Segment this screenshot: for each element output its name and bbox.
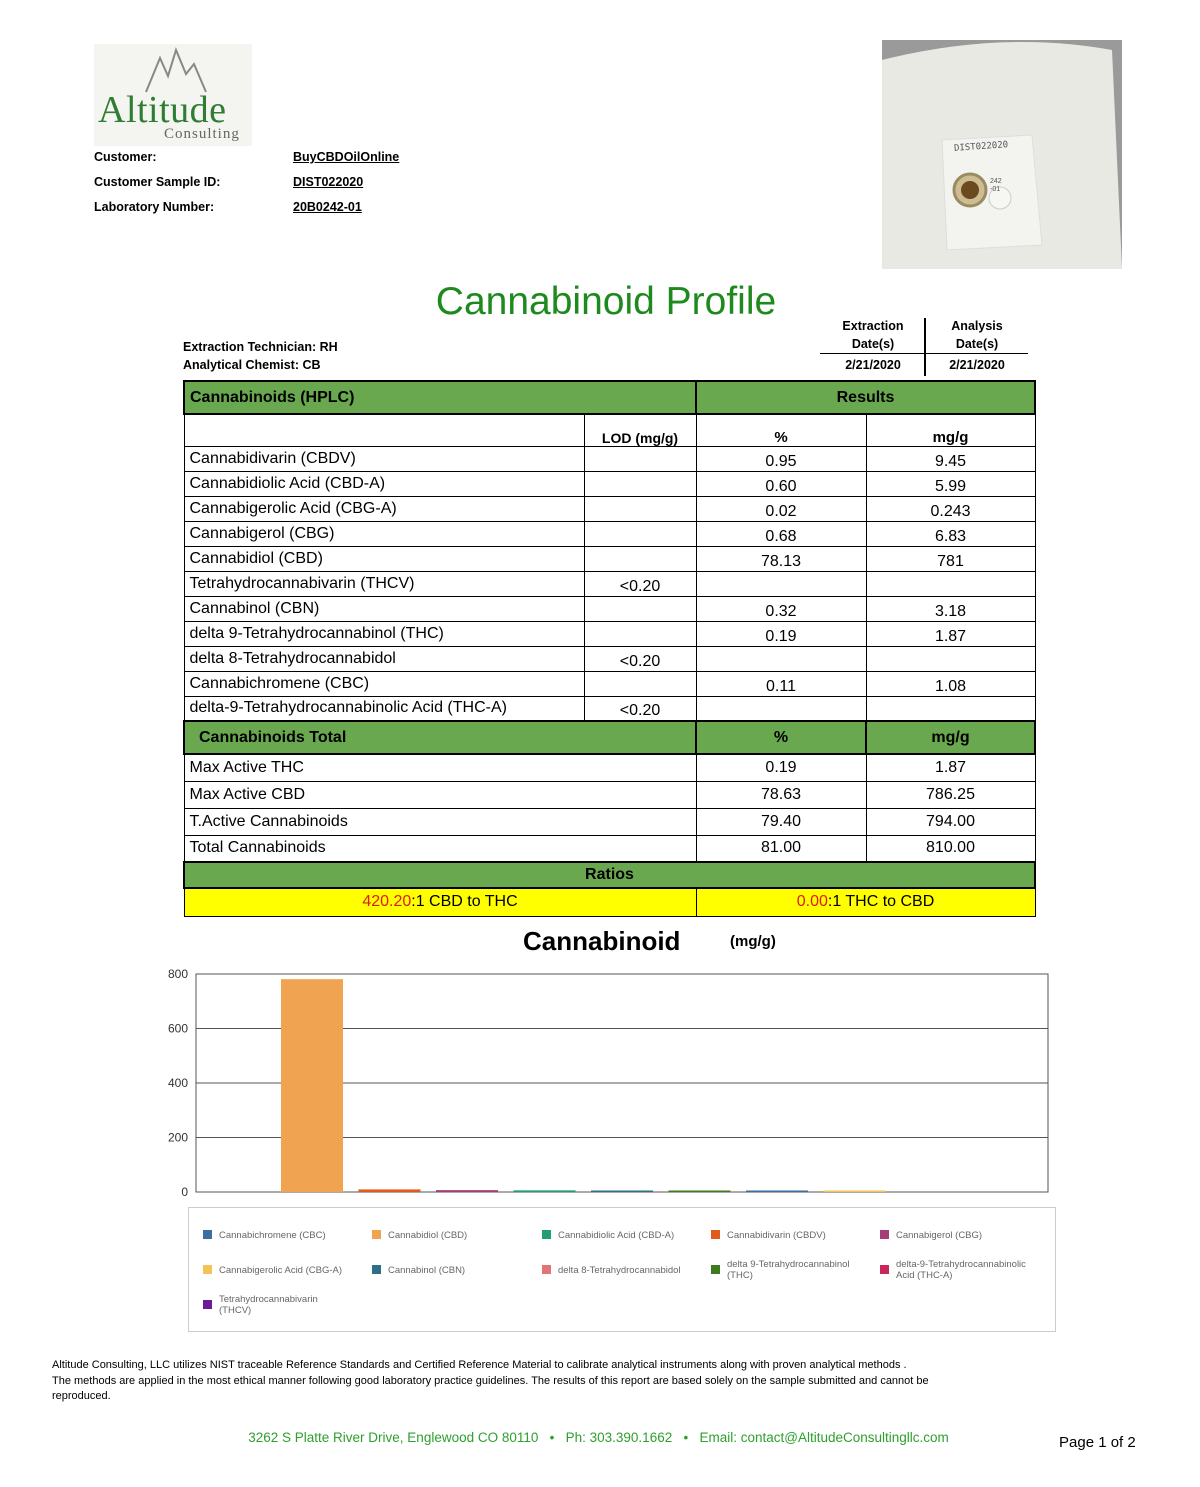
customer-label: Customer: — [94, 150, 157, 164]
chart-title: Cannabinoid — [523, 926, 681, 956]
table-row — [184, 446, 1035, 471]
y-tick-label: 800 — [167, 967, 188, 981]
disclaimer-line2: The methods are applied in the most ethical manner following good laboratory practice guidelines. The results of this report are based solely on the sample submitted and cannot be — [52, 1374, 929, 1387]
table-row — [184, 621, 1035, 646]
disclaimer-line3: reproduced. — [52, 1390, 111, 1402]
legend-label-thcv-line1: Tetrahydrocannabivarin — [219, 1294, 318, 1305]
percent-value — [696, 646, 866, 671]
compound-name: Cannabinol (CBN) — [184, 596, 584, 621]
thc-cbd-ratio-value: 0.00 — [796, 893, 828, 911]
page-number: Page 1 of 2 — [1059, 1434, 1136, 1451]
bar-cannabigerolic-acid-cbg-a — [824, 1191, 886, 1193]
totals-percent-header: % — [696, 721, 866, 754]
cannabinoids-hplc-header: Cannabinoids (HPLC) — [184, 381, 696, 414]
y-tick-label: 200 — [167, 1130, 188, 1145]
legend-swatch-cbd — [372, 1230, 381, 1239]
compound-name: delta 8-Tetrahydrocannabidol — [184, 646, 584, 671]
mgg-value: 9.45 — [866, 446, 1035, 471]
lod-value — [584, 596, 696, 621]
legend-swatch-thca — [880, 1265, 889, 1274]
cbd-thc-ratio — [184, 888, 696, 916]
sample-photo — [882, 40, 1122, 269]
table-row — [184, 571, 1035, 596]
percent-value: 0.60 — [696, 471, 866, 496]
dates-rule — [820, 353, 1028, 354]
logo-wordmark: Altitude — [98, 89, 227, 131]
thc-cbd-ratio-text: :1 THC to CBD — [827, 893, 935, 911]
totals-row — [184, 808, 1035, 835]
bar-cannabidiolic-acid-cbd-a — [514, 1190, 576, 1192]
footer-contact: 3262 S Platte River Drive, Englewood CO 80110 • Ph: 303.390.1662 • Email: contact@AltitudeConsultingllc.com — [248, 1430, 949, 1445]
mgg-value: 5.99 — [866, 471, 1035, 496]
disclaimer-line1: Altitude Consulting, LLC utilizes NIST traceable Reference Standards and Certified Reference Material to calibrate analytical instruments along with proven analytical methods . — [52, 1359, 907, 1371]
compound-name: Cannabidivarin (CBDV) — [184, 446, 584, 471]
bar-cannabinol-cbn — [591, 1191, 653, 1193]
table-row — [184, 496, 1035, 521]
legend-swatch-cbga — [203, 1265, 212, 1274]
percent-value: 0.11 — [696, 671, 866, 696]
legend-label-thc-line2: (THC) — [727, 1270, 753, 1281]
percent-value: 0.02 — [696, 496, 866, 521]
legend-label-cbda: Cannabidiolic Acid (CBD-A) — [558, 1230, 675, 1241]
mgg-value: 6.83 — [866, 521, 1035, 546]
percent-column-header: % — [696, 414, 866, 446]
ratios-header: Ratios — [184, 862, 1035, 888]
column-header-row — [184, 414, 1035, 446]
thc-cbd-ratio — [696, 888, 1035, 916]
total-percent: 79.40 — [696, 808, 866, 835]
legend-label-cbc: Cannabichromene (CBC) — [219, 1230, 326, 1241]
percent-value: 0.19 — [696, 621, 866, 646]
results-table — [183, 380, 1036, 917]
cannabinoids-total-header: Cannabinoids Total — [184, 721, 696, 754]
mgg-value: 1.08 — [866, 671, 1035, 696]
total-mgg: 786.25 — [866, 781, 1035, 808]
legend-label-thc-line1: delta 9-Tetrahydrocannabinol — [727, 1259, 850, 1270]
bar-delta-9-tetrahydrocannabinol-thc — [669, 1191, 731, 1193]
table-header-row — [184, 381, 1035, 414]
y-tick-label: 400 — [167, 1076, 188, 1090]
company-logo — [94, 44, 252, 146]
table-row — [184, 596, 1035, 621]
table-row — [184, 521, 1035, 546]
ratios-header-row — [184, 862, 1035, 888]
results-header: Results — [696, 381, 1035, 414]
sample-id-value: DIST022020 — [293, 175, 364, 189]
legend-swatch-thc — [711, 1265, 720, 1274]
table-row — [184, 696, 1035, 721]
total-percent: 81.00 — [696, 835, 866, 862]
table-row — [184, 646, 1035, 671]
percent-value: 0.32 — [696, 596, 866, 621]
percent-value — [696, 571, 866, 596]
bar-cannabidivarin-cbdv — [359, 1189, 421, 1192]
mgg-value: 1.87 — [866, 621, 1035, 646]
legend-label-cbg: Cannabigerol (CBG) — [896, 1230, 983, 1241]
legend-label-thc — [727, 1259, 850, 1281]
total-mgg: 794.00 — [866, 808, 1035, 835]
lab-number-label: Laboratory Number: — [94, 200, 215, 214]
mgg-value: 781 — [866, 546, 1035, 571]
legend-label-thcv — [219, 1294, 318, 1316]
analysis-date-value: 2/21/2020 — [949, 358, 1005, 372]
mgg-value — [866, 646, 1035, 671]
bar-cannabigerol-cbg — [436, 1190, 498, 1192]
legend-label-thca — [896, 1259, 1026, 1281]
totals-header-row — [184, 721, 1035, 754]
legend-label-cbga: Cannabigerolic Acid (CBG-A) — [219, 1265, 343, 1276]
photo-label-text: DIST022020 — [953, 140, 1009, 154]
analysis-date-header — [926, 317, 1028, 353]
lod-value: <0.20 — [584, 696, 696, 721]
cbd-thc-ratio-text: :1 CBD to THC — [411, 893, 518, 911]
legend-label-thca-line1: delta-9-Tetrahydrocannabinolic — [896, 1259, 1026, 1270]
customer-value: BuyCBDOilOnline — [293, 150, 400, 164]
legend-label-cbn: Cannabinol (CBN) — [388, 1265, 466, 1276]
extraction-technician: Extraction Technician: RH — [183, 340, 338, 354]
compound-name: Cannabichromene (CBC) — [184, 671, 584, 696]
lod-value — [584, 496, 696, 521]
totals-row — [184, 835, 1035, 862]
legend-swatch-d8 — [542, 1265, 551, 1274]
total-mgg: 1.87 — [866, 754, 1035, 781]
analysis-date-header-line1: Analysis — [951, 319, 1003, 333]
table-row — [184, 471, 1035, 496]
extraction-date-value: 2/21/2020 — [845, 358, 901, 372]
percent-value: 0.68 — [696, 521, 866, 546]
analytical-chemist: Analytical Chemist: CB — [183, 358, 321, 372]
sample-id-label: Customer Sample ID: — [94, 175, 221, 189]
lod-value: <0.20 — [584, 571, 696, 596]
compound-name: Tetrahydrocannabivarin (THCV) — [184, 571, 584, 596]
photo-side-text: 242 -01 — [990, 178, 1002, 193]
cannabinoid-bar-chart — [150, 960, 1060, 1205]
percent-value: 78.13 — [696, 546, 866, 571]
legend-swatch-cbg — [880, 1230, 889, 1239]
extraction-date-header-line1: Extraction — [842, 319, 904, 333]
legend-label-d8: delta 8-Tetrahydrocannabidol — [558, 1265, 681, 1276]
extraction-date-header — [820, 317, 926, 353]
mountain-icon — [142, 46, 212, 94]
total-mgg: 810.00 — [866, 835, 1035, 862]
legend-swatch-cbc — [203, 1230, 212, 1239]
lod-value — [584, 671, 696, 696]
lod-value — [584, 621, 696, 646]
bar-cannabidiol-cbd — [281, 979, 343, 1192]
totals-mgg-header: mg/g — [866, 721, 1035, 754]
legend-swatch-cbda — [542, 1230, 551, 1239]
analysis-date-header-line2: Date(s) — [955, 337, 999, 351]
lab-number-value: 20B0242-01 — [293, 200, 362, 214]
compound-name: delta-9-Tetrahydrocannabinolic Acid (THC-A) — [184, 696, 584, 721]
table-row — [184, 671, 1035, 696]
chart-legend — [188, 1207, 1056, 1332]
totals-row — [184, 754, 1035, 781]
total-name: Total Cannabinoids — [184, 835, 696, 862]
cbd-thc-ratio-value: 420.20 — [362, 893, 412, 911]
mgg-value: 0.243 — [866, 496, 1035, 521]
logo-subtitle: Consulting — [164, 126, 240, 142]
lod-value — [584, 471, 696, 496]
blank-header-cell — [184, 414, 584, 446]
compound-name: Cannabigerol (CBG) — [184, 521, 584, 546]
legend-label-thcv-line2: (THCV) — [219, 1305, 252, 1316]
compound-name: Cannabigerolic Acid (CBG-A) — [184, 496, 584, 521]
total-name: T.Active Cannabinoids — [184, 808, 696, 835]
ratios-row — [184, 888, 1035, 916]
total-name: Max Active THC — [184, 754, 696, 781]
compound-name: Cannabidiolic Acid (CBD-A) — [184, 471, 584, 496]
extraction-date-header-line2: Date(s) — [851, 337, 895, 351]
legend-label-thca-line2: Acid (THC-A) — [896, 1270, 953, 1281]
lod-value — [584, 446, 696, 471]
mgg-value — [866, 696, 1035, 721]
legend-label-cbdv: Cannabidivarin (CBDV) — [727, 1230, 826, 1241]
total-percent: 78.63 — [696, 781, 866, 808]
lod-value — [584, 521, 696, 546]
totals-row — [184, 781, 1035, 808]
percent-value: 0.95 — [696, 446, 866, 471]
lod-value: <0.20 — [584, 646, 696, 671]
disclaimer — [52, 1358, 1052, 1405]
table-row — [184, 546, 1035, 571]
compound-name: delta 9-Tetrahydrocannabinol (THC) — [184, 621, 584, 646]
page-title: Cannabinoid Profile — [435, 280, 777, 323]
lod-value — [584, 546, 696, 571]
total-percent: 0.19 — [696, 754, 866, 781]
legend-swatch-cbdv — [711, 1230, 720, 1239]
mgg-column-header: mg/g — [866, 414, 1035, 446]
bar-cannabichromene-cbc — [746, 1191, 808, 1193]
legend-swatch-cbn — [372, 1265, 381, 1274]
total-name: Max Active CBD — [184, 781, 696, 808]
legend-swatch-thcv — [203, 1300, 212, 1309]
lod-column-header: LOD (mg/g) — [584, 414, 696, 446]
y-tick-label: 0 — [181, 1185, 188, 1199]
y-tick-label: 600 — [167, 1021, 188, 1036]
mgg-value: 3.18 — [866, 596, 1035, 621]
mgg-value — [866, 571, 1035, 596]
percent-value — [696, 696, 866, 721]
compound-name: Cannabidiol (CBD) — [184, 546, 584, 571]
legend-label-cbd: Cannabidiol (CBD) — [388, 1230, 468, 1241]
chart-unit: (mg/g) — [730, 933, 776, 950]
